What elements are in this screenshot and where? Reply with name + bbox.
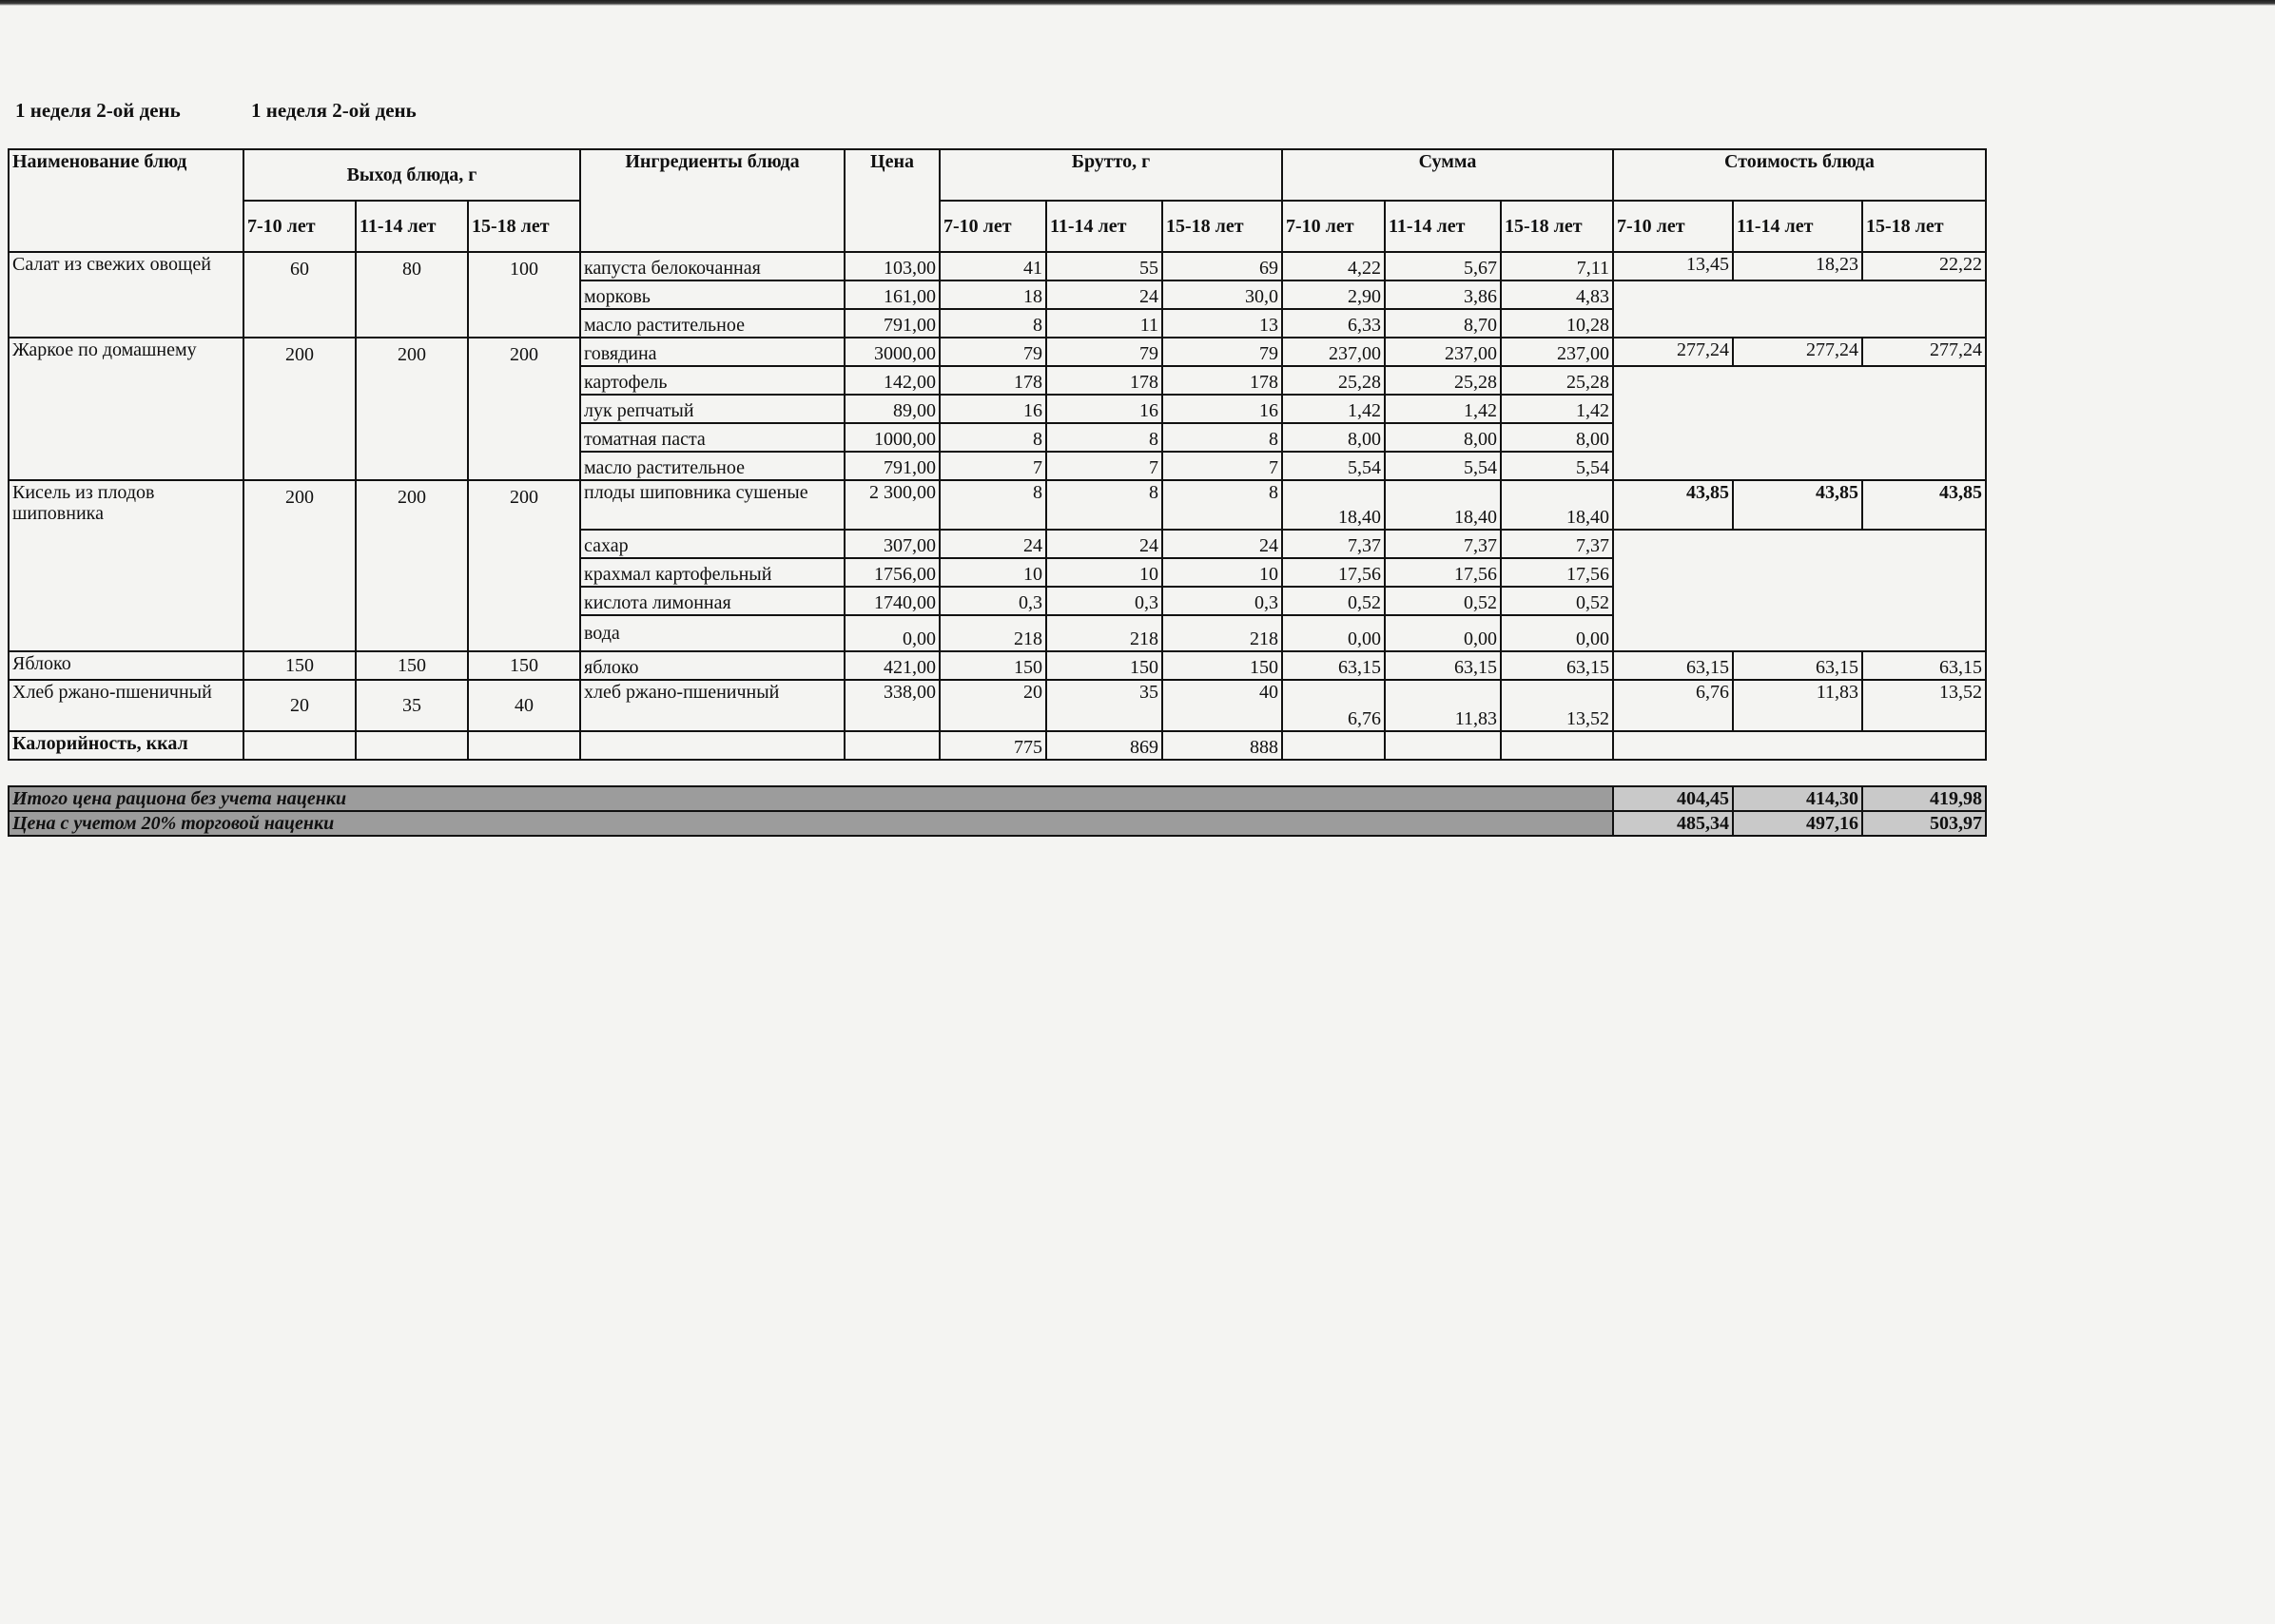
gross-value: 178 bbox=[940, 366, 1046, 395]
day-heading-repeat: 1 неделя 2-ой день bbox=[251, 99, 417, 122]
ingredient-price: 421,00 bbox=[845, 651, 940, 680]
gross-value: 8 bbox=[1162, 480, 1282, 530]
gross-value: 13 bbox=[1162, 309, 1282, 338]
gross-value: 8 bbox=[1162, 423, 1282, 452]
table-row bbox=[9, 480, 1986, 530]
gross-value: 0,3 bbox=[1046, 587, 1162, 615]
gross-value: 79 bbox=[1162, 338, 1282, 366]
dish-cost: 11,83 bbox=[1733, 680, 1862, 731]
empty-cell bbox=[468, 731, 580, 760]
header-dish: Наименование блюд bbox=[9, 149, 243, 252]
calories-value: 775 bbox=[940, 731, 1046, 760]
dish-name: Кисель из плодов шиповника bbox=[9, 480, 243, 651]
yield-value: 100 bbox=[468, 252, 580, 338]
sum-value: 5,67 bbox=[1385, 252, 1501, 280]
dish-cost: 43,85 bbox=[1862, 480, 1986, 530]
gross-value: 8 bbox=[940, 480, 1046, 530]
dish-cost: 18,23 bbox=[1733, 252, 1862, 280]
header-age: 11-14 лет bbox=[1733, 201, 1862, 252]
dish-cost: 63,15 bbox=[1862, 651, 1986, 680]
header-age: 15-18 лет bbox=[1862, 201, 1986, 252]
dish-cost: 277,24 bbox=[1613, 338, 1733, 366]
gross-value: 7 bbox=[1162, 452, 1282, 480]
empty-cell bbox=[1282, 731, 1385, 760]
ingredient-name: хлеб ржано-пшеничный bbox=[580, 680, 845, 731]
sum-value: 0,52 bbox=[1282, 587, 1385, 615]
gross-value: 79 bbox=[940, 338, 1046, 366]
sum-value: 8,70 bbox=[1385, 309, 1501, 338]
header-age: 15-18 лет bbox=[468, 201, 580, 252]
header-age: 7-10 лет bbox=[243, 201, 356, 252]
calories-value: 888 bbox=[1162, 731, 1282, 760]
empty-cell bbox=[1613, 366, 1986, 480]
gross-value: 16 bbox=[940, 395, 1046, 423]
table-row bbox=[9, 651, 1986, 680]
spacer-cell bbox=[9, 760, 1986, 786]
empty-cell bbox=[356, 731, 468, 760]
empty-cell bbox=[1385, 731, 1501, 760]
header-age: 11-14 лет bbox=[1046, 201, 1162, 252]
table-row bbox=[9, 252, 1986, 280]
sum-value: 237,00 bbox=[1282, 338, 1385, 366]
sum-value: 17,56 bbox=[1282, 558, 1385, 587]
ingredient-price: 0,00 bbox=[845, 615, 940, 651]
sum-value: 1,42 bbox=[1282, 395, 1385, 423]
dish-name: Яблоко bbox=[9, 651, 243, 680]
ingredient-price: 338,00 bbox=[845, 680, 940, 731]
yield-value: 40 bbox=[468, 680, 580, 731]
ingredient-name: масло растительное bbox=[580, 309, 845, 338]
gross-value: 79 bbox=[1046, 338, 1162, 366]
dish-cost: 13,52 bbox=[1862, 680, 1986, 731]
gross-value: 178 bbox=[1046, 366, 1162, 395]
ingredient-price: 1740,00 bbox=[845, 587, 940, 615]
sum-value: 4,83 bbox=[1501, 280, 1613, 309]
gross-value: 30,0 bbox=[1162, 280, 1282, 309]
sum-value: 0,52 bbox=[1385, 587, 1501, 615]
sum-value: 2,90 bbox=[1282, 280, 1385, 309]
sum-value: 7,37 bbox=[1282, 530, 1385, 558]
sum-value: 7,37 bbox=[1385, 530, 1501, 558]
dish-cost: 277,24 bbox=[1862, 338, 1986, 366]
gross-value: 24 bbox=[940, 530, 1046, 558]
empty-cell bbox=[1613, 280, 1986, 338]
dish-cost: 43,85 bbox=[1613, 480, 1733, 530]
sum-value: 63,15 bbox=[1282, 651, 1385, 680]
table-row bbox=[9, 338, 1986, 366]
ingredient-price: 103,00 bbox=[845, 252, 940, 280]
gross-value: 10 bbox=[1046, 558, 1162, 587]
header-ingredients: Ингредиенты блюда bbox=[580, 149, 845, 252]
sum-value: 13,52 bbox=[1501, 680, 1613, 731]
gross-value: 0,3 bbox=[1162, 587, 1282, 615]
ingredient-name: яблоко bbox=[580, 651, 845, 680]
sum-value: 237,00 bbox=[1501, 338, 1613, 366]
gross-value: 150 bbox=[940, 651, 1046, 680]
gross-value: 24 bbox=[1046, 280, 1162, 309]
calories-value: 869 bbox=[1046, 731, 1162, 760]
yield-value: 200 bbox=[243, 338, 356, 480]
sum-value: 0,00 bbox=[1385, 615, 1501, 651]
ingredient-price: 3000,00 bbox=[845, 338, 940, 366]
ingredient-name: масло растительное bbox=[580, 452, 845, 480]
gross-value: 35 bbox=[1046, 680, 1162, 731]
sum-value: 1,42 bbox=[1385, 395, 1501, 423]
header-age: 7-10 лет bbox=[940, 201, 1046, 252]
gross-value: 10 bbox=[940, 558, 1046, 587]
gross-value: 40 bbox=[1162, 680, 1282, 731]
sum-value: 10,28 bbox=[1501, 309, 1613, 338]
dish-cost: 6,76 bbox=[1613, 680, 1733, 731]
sum-value: 63,15 bbox=[1385, 651, 1501, 680]
empty-cell bbox=[845, 731, 940, 760]
gross-value: 218 bbox=[1046, 615, 1162, 651]
gross-value: 24 bbox=[1162, 530, 1282, 558]
gross-value: 150 bbox=[1046, 651, 1162, 680]
gross-value: 41 bbox=[940, 252, 1046, 280]
ingredient-name: говядина bbox=[580, 338, 845, 366]
total-row bbox=[9, 786, 1986, 811]
ingredient-name: плоды шиповника сушеные bbox=[580, 480, 845, 530]
ingredient-price: 1756,00 bbox=[845, 558, 940, 587]
yield-value: 200 bbox=[468, 338, 580, 480]
header-price: Цена bbox=[845, 149, 940, 252]
sum-value: 7,11 bbox=[1501, 252, 1613, 280]
gross-value: 55 bbox=[1046, 252, 1162, 280]
sum-value: 0,00 bbox=[1282, 615, 1385, 651]
total-value: 414,30 bbox=[1733, 786, 1862, 811]
yield-value: 200 bbox=[243, 480, 356, 651]
ingredient-name: крахмал картофельный bbox=[580, 558, 845, 587]
sum-value: 7,37 bbox=[1501, 530, 1613, 558]
sum-value: 8,00 bbox=[1501, 423, 1613, 452]
ingredient-name: морковь bbox=[580, 280, 845, 309]
sum-value: 25,28 bbox=[1385, 366, 1501, 395]
dish-name: Жаркое по домашнему bbox=[9, 338, 243, 480]
sum-value: 18,40 bbox=[1282, 480, 1385, 530]
gross-value: 8 bbox=[1046, 423, 1162, 452]
sum-value: 3,86 bbox=[1385, 280, 1501, 309]
sum-value: 8,00 bbox=[1282, 423, 1385, 452]
yield-value: 80 bbox=[356, 252, 468, 338]
ingredient-price: 307,00 bbox=[845, 530, 940, 558]
scan-edge bbox=[0, 0, 2275, 6]
gross-value: 18 bbox=[940, 280, 1046, 309]
sum-value: 11,83 bbox=[1385, 680, 1501, 731]
empty-cell bbox=[1613, 731, 1986, 760]
total-value: 404,45 bbox=[1613, 786, 1733, 811]
total-value: 485,34 bbox=[1613, 811, 1733, 836]
total-row bbox=[9, 811, 1986, 836]
empty-cell bbox=[1501, 731, 1613, 760]
ingredient-name: кислота лимонная bbox=[580, 587, 845, 615]
ingredient-name: томатная паста bbox=[580, 423, 845, 452]
dish-cost: 63,15 bbox=[1613, 651, 1733, 680]
sum-value: 0,00 bbox=[1501, 615, 1613, 651]
gross-value: 7 bbox=[940, 452, 1046, 480]
yield-value: 200 bbox=[356, 338, 468, 480]
ingredient-price: 89,00 bbox=[845, 395, 940, 423]
header-gross: Брутто, г bbox=[940, 149, 1282, 201]
sum-value: 4,22 bbox=[1282, 252, 1385, 280]
sum-value: 5,54 bbox=[1385, 452, 1501, 480]
sum-value: 17,56 bbox=[1385, 558, 1501, 587]
yield-value: 200 bbox=[468, 480, 580, 651]
gross-value: 20 bbox=[940, 680, 1046, 731]
gross-value: 16 bbox=[1046, 395, 1162, 423]
dish-cost: 43,85 bbox=[1733, 480, 1862, 530]
total-value: 419,98 bbox=[1862, 786, 1986, 811]
ingredient-price: 791,00 bbox=[845, 309, 940, 338]
ingredient-name: капуста белокочанная bbox=[580, 252, 845, 280]
total-label: Цена с учетом 20% торговой наценки bbox=[9, 811, 1613, 836]
menu-cost-table bbox=[8, 148, 1987, 837]
gross-value: 218 bbox=[940, 615, 1046, 651]
ingredient-name: лук репчатый bbox=[580, 395, 845, 423]
sum-value: 25,28 bbox=[1501, 366, 1613, 395]
sum-value: 63,15 bbox=[1501, 651, 1613, 680]
header-yield: Выход блюда, г bbox=[243, 149, 580, 201]
empty-cell bbox=[1613, 530, 1986, 651]
dish-cost: 22,22 bbox=[1862, 252, 1986, 280]
sum-value: 17,56 bbox=[1501, 558, 1613, 587]
gross-value: 69 bbox=[1162, 252, 1282, 280]
gross-value: 11 bbox=[1046, 309, 1162, 338]
sum-value: 25,28 bbox=[1282, 366, 1385, 395]
dish-cost: 63,15 bbox=[1733, 651, 1862, 680]
ingredient-name: сахар bbox=[580, 530, 845, 558]
total-value: 497,16 bbox=[1733, 811, 1862, 836]
ingredient-price: 161,00 bbox=[845, 280, 940, 309]
gross-value: 16 bbox=[1162, 395, 1282, 423]
gross-value: 7 bbox=[1046, 452, 1162, 480]
gross-value: 10 bbox=[1162, 558, 1282, 587]
header-age: 11-14 лет bbox=[1385, 201, 1501, 252]
header-age: 7-10 лет bbox=[1282, 201, 1385, 252]
header-age: 15-18 лет bbox=[1501, 201, 1613, 252]
yield-value: 60 bbox=[243, 252, 356, 338]
yield-value: 150 bbox=[468, 651, 580, 680]
header-age: 11-14 лет bbox=[356, 201, 468, 252]
gross-value: 8 bbox=[940, 423, 1046, 452]
ingredient-name: картофель bbox=[580, 366, 845, 395]
header-age: 7-10 лет bbox=[1613, 201, 1733, 252]
header-sum: Сумма bbox=[1282, 149, 1613, 201]
yield-value: 150 bbox=[356, 651, 468, 680]
sum-value: 1,42 bbox=[1501, 395, 1613, 423]
ingredient-price: 1000,00 bbox=[845, 423, 940, 452]
dish-name: Хлеб ржано-пшеничный bbox=[9, 680, 243, 731]
gross-value: 8 bbox=[1046, 480, 1162, 530]
gross-value: 218 bbox=[1162, 615, 1282, 651]
table-row bbox=[9, 680, 1986, 731]
sum-value: 8,00 bbox=[1385, 423, 1501, 452]
day-heading: 1 неделя 2-ой день bbox=[15, 99, 181, 122]
gross-value: 178 bbox=[1162, 366, 1282, 395]
dish-cost: 13,45 bbox=[1613, 252, 1733, 280]
total-value: 503,97 bbox=[1862, 811, 1986, 836]
sum-value: 18,40 bbox=[1501, 480, 1613, 530]
ingredient-price: 2 300,00 bbox=[845, 480, 940, 530]
dish-cost: 277,24 bbox=[1733, 338, 1862, 366]
dish-name: Салат из свежих овощей bbox=[9, 252, 243, 338]
total-label: Итого цена рациона без учета наценки bbox=[9, 786, 1613, 811]
sum-value: 5,54 bbox=[1282, 452, 1385, 480]
yield-value: 20 bbox=[243, 680, 356, 731]
ingredient-name: вода bbox=[580, 615, 845, 651]
sum-value: 5,54 bbox=[1501, 452, 1613, 480]
empty-cell bbox=[580, 731, 845, 760]
sum-value: 6,33 bbox=[1282, 309, 1385, 338]
ingredient-price: 142,00 bbox=[845, 366, 940, 395]
yield-value: 35 bbox=[356, 680, 468, 731]
header-dish-cost: Стоимость блюда bbox=[1613, 149, 1986, 201]
gross-value: 24 bbox=[1046, 530, 1162, 558]
yield-value: 200 bbox=[356, 480, 468, 651]
yield-value: 150 bbox=[243, 651, 356, 680]
sum-value: 6,76 bbox=[1282, 680, 1385, 731]
ingredient-price: 791,00 bbox=[845, 452, 940, 480]
sum-value: 18,40 bbox=[1385, 480, 1501, 530]
header-age: 15-18 лет bbox=[1162, 201, 1282, 252]
sum-value: 237,00 bbox=[1385, 338, 1501, 366]
gross-value: 0,3 bbox=[940, 587, 1046, 615]
empty-cell bbox=[243, 731, 356, 760]
spacer-row bbox=[9, 760, 1986, 786]
calories-label: Калорийность, ккал bbox=[9, 731, 243, 760]
sum-value: 0,52 bbox=[1501, 587, 1613, 615]
gross-value: 150 bbox=[1162, 651, 1282, 680]
calories-row bbox=[9, 731, 1986, 760]
gross-value: 8 bbox=[940, 309, 1046, 338]
